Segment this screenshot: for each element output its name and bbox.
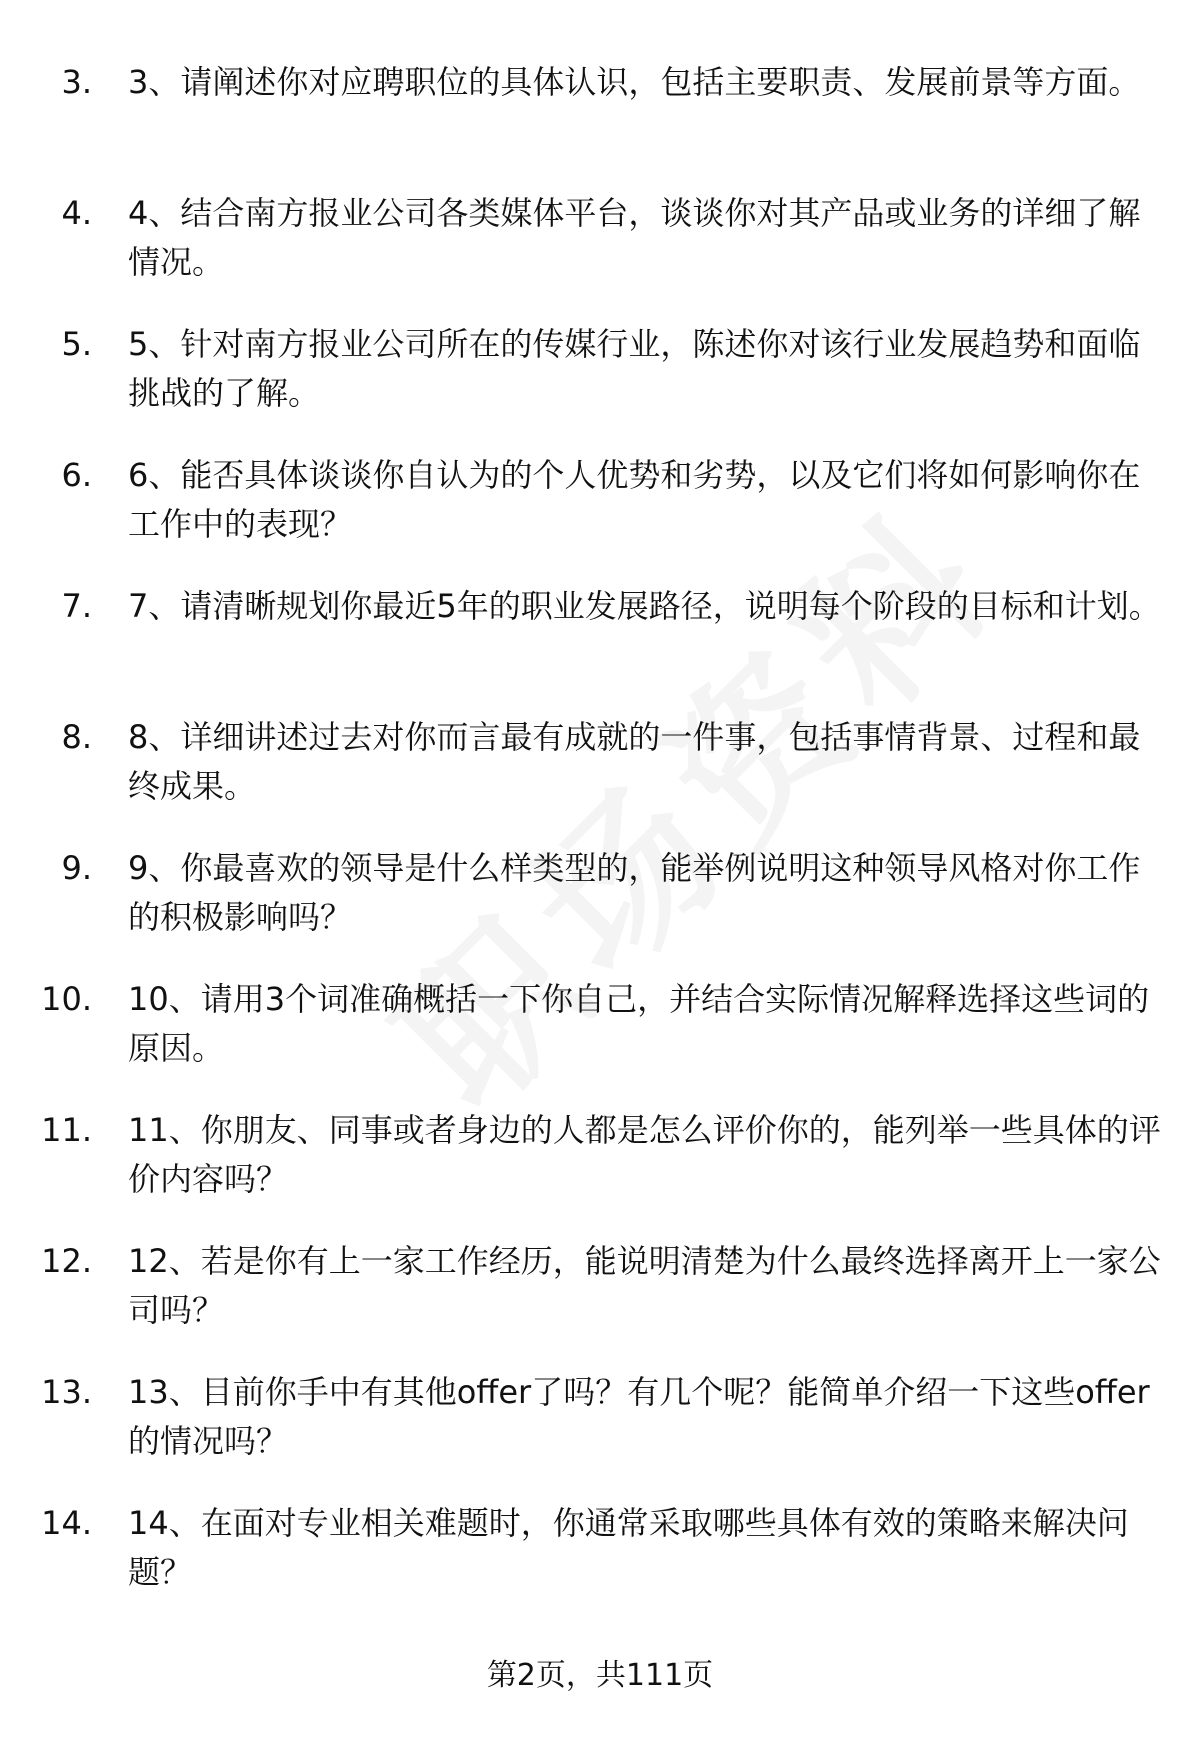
list-item-number: 13. bbox=[41, 1373, 92, 1411]
list-item bbox=[0, 975, 1200, 1106]
list-item bbox=[0, 713, 1200, 844]
list-item bbox=[0, 1368, 1200, 1499]
list-item-number: 9. bbox=[61, 849, 92, 887]
list-item bbox=[0, 844, 1200, 975]
list-item-number: 3. bbox=[61, 63, 92, 101]
list-item-number: 12. bbox=[41, 1242, 92, 1280]
list-item bbox=[0, 189, 1200, 320]
list-item-number: 8. bbox=[61, 718, 92, 756]
list-item-text: 12、若是你有上一家工作经历，能说明清楚为什么最终选择离开上一家公司吗？ bbox=[128, 1242, 1161, 1329]
list-item-text: 9、你最喜欢的领导是什么样类型的，能举例说明这种领导风格对你工作的积极影响吗？ bbox=[128, 849, 1141, 936]
list-item-text: 10、请用3个词准确概括一下你自己，并结合实际情况解释选择这些词的原因。 bbox=[128, 980, 1150, 1067]
list-item-text: 6、能否具体谈谈你自认为的个人优势和劣势，以及它们将如何影响你在工作中的表现？ bbox=[128, 456, 1141, 543]
list-item-text: 8、详细讲述过去对你而言最有成就的一件事，包括事情背景、过程和最终成果。 bbox=[128, 718, 1141, 805]
list-item-number: 11. bbox=[41, 1111, 92, 1149]
list-item-text: 5、针对南方报业公司所在的传媒行业，陈述你对该行业发展趋势和面临挑战的了解。 bbox=[128, 325, 1141, 412]
list-item-text: 3、请阐述你对应聘职位的具体认识，包括主要职责、发展前景等方面。 bbox=[128, 63, 1141, 101]
list-item-text: 7、请清晰规划你最近5年的职业发展路径，说明每个阶段的目标和计划。 bbox=[128, 587, 1161, 625]
list-item bbox=[0, 1106, 1200, 1237]
list-item bbox=[0, 58, 1200, 189]
list-item-text: 13、目前你手中有其他offer了吗？有几个呢？能简单介绍一下这些offer的情况吗？ bbox=[128, 1373, 1150, 1460]
list-item-text: 11、你朋友、同事或者身边的人都是怎么评价你的，能列举一些具体的评价内容吗？ bbox=[128, 1111, 1161, 1198]
list-item-text: 4、结合南方报业公司各类媒体平台，谈谈你对其产品或业务的详细了解情况。 bbox=[128, 194, 1141, 281]
list-item-number: 7. bbox=[61, 587, 92, 625]
list-item-number: 14. bbox=[41, 1504, 92, 1542]
list-item-text: 14、在面对专业相关难题时，你通常采取哪些具体有效的策略来解决问题？ bbox=[128, 1504, 1129, 1591]
list-item bbox=[0, 320, 1200, 451]
page-footer: 第2页，共111页 bbox=[486, 1658, 714, 1693]
list-item bbox=[0, 1499, 1200, 1630]
list-item-number: 5. bbox=[61, 325, 92, 363]
list-item bbox=[0, 1237, 1200, 1368]
list-item bbox=[0, 582, 1200, 713]
list-item-number: 10. bbox=[41, 980, 92, 1018]
list-item bbox=[0, 451, 1200, 582]
list-item-number: 6. bbox=[61, 456, 92, 494]
question-list bbox=[0, 58, 1200, 1630]
list-item-number: 4. bbox=[61, 194, 92, 232]
